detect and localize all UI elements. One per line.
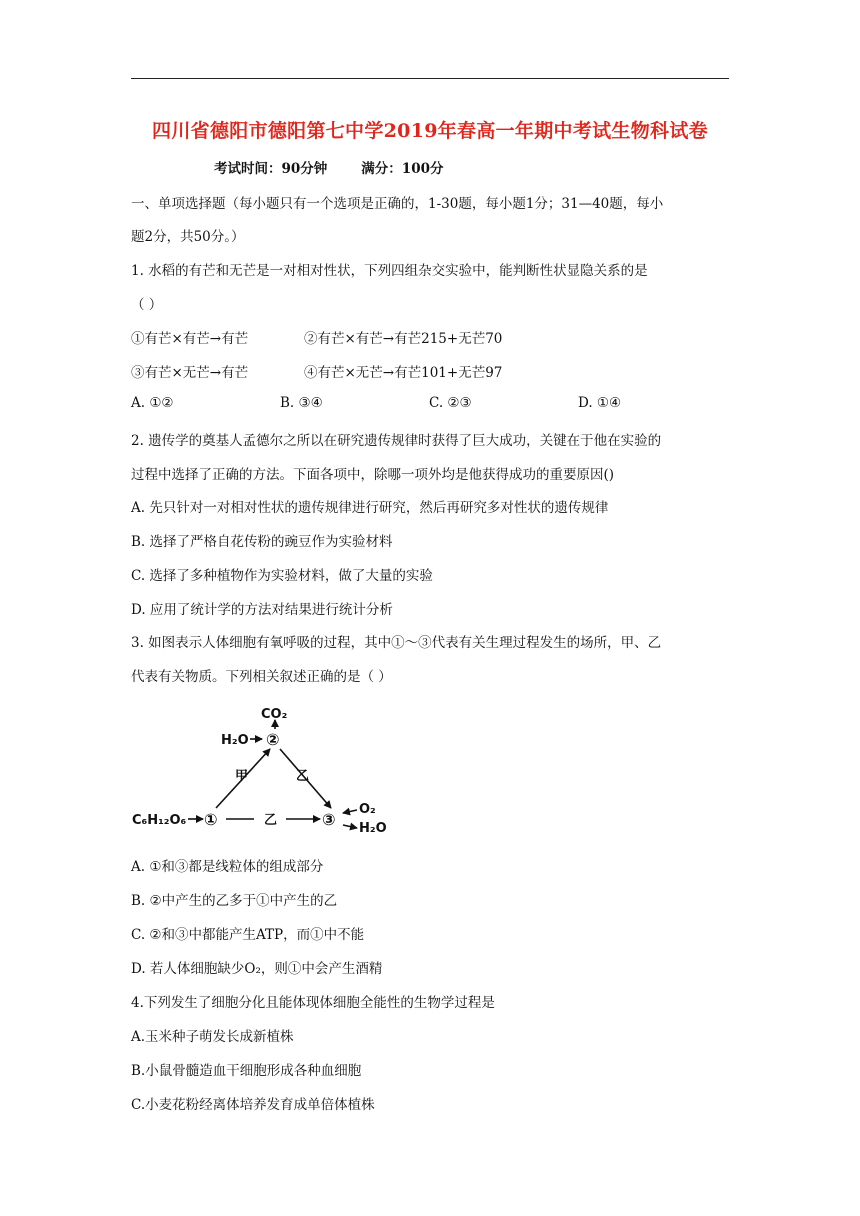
q2-option-c: C. 选择了多种植物作为实验材料，做了大量的实验 [131, 568, 433, 584]
q1-option-c: C. ②③ [429, 395, 472, 411]
q1-cross-row2 [131, 361, 502, 381]
q1-cross3: ③有芒×无芒→有芒 [131, 365, 249, 381]
full-score: 满分：100分 [361, 161, 444, 177]
yi-bottom-label: 乙 [264, 813, 278, 828]
q1-cross-row1 [131, 327, 502, 347]
jia-label: 甲 [235, 769, 249, 784]
section-heading-line2: 题2分，共50分。） [131, 229, 245, 245]
node-2: ② [266, 730, 280, 749]
exam-time: 考试时间：90分钟 [214, 161, 328, 177]
q1-cross4: ④有芒×无芒→有芒101+无芒97 [304, 365, 503, 381]
co2-label: CO₂ [261, 707, 288, 722]
q2-option-b: B. 选择了严格自花传粉的豌豆作为实验材料 [131, 534, 393, 550]
q4-option-c: C.小麦花粉经离体培养发育成单倍体植株 [131, 1097, 375, 1113]
section-heading-line1: 一、单项选择题（每小题只有一个选项是正确的，1-30题，每小题1分；31—40题，每小 [131, 196, 664, 212]
q3-option-d: D. 若人体细胞缺少O₂，则①中会产生酒精 [131, 961, 383, 977]
q3-option-a: A. ①和③都是线粒体的组成部分 [131, 859, 324, 875]
q2-stem-line1: 2. 遗传学的奠基人孟德尔之所以在研究遗传规律时获得了巨大成功，关键在于他在实验的 [131, 433, 662, 449]
q3-stem-line1: 3. 如图表示人体细胞有氧呼吸的过程，其中①～③代表有关生理过程发生的场所，甲、乙 [131, 635, 662, 651]
q3-option-c: C. ②和③中都能产生ATP，而①中不能 [131, 927, 365, 943]
h2o-out-arrow [343, 825, 357, 828]
respiration-diagram [128, 697, 398, 842]
q1-option-b: B. ③④ [280, 395, 323, 411]
exam-meta [214, 157, 443, 177]
q2-option-a: A. 先只针对一对相对性状的遗传规律进行研究，然后再研究多对性状的遗传规律 [131, 500, 609, 516]
q2-stem-line2: 过程中选择了正确的方法。下面各项中，除哪一项外均是他获得成功的重要原因() [131, 467, 615, 483]
q1-cross2: ②有芒×有芒→有芒215+无芒70 [304, 331, 503, 347]
header-rule [131, 78, 729, 79]
q1-stem-line2: （ ） [131, 297, 163, 313]
q4-stem: 4.下列发生了细胞分化且能体现体细胞全能性的生物学过程是 [131, 995, 495, 1011]
q1-option-a: A. ①② [131, 395, 174, 411]
q4-option-a: A.玉米种子萌发长成新植株 [131, 1029, 294, 1045]
exam-title: 四川省德阳市德阳第七中学2019年春高一年期中考试生物科试卷 [152, 120, 708, 142]
q1-option-d: D. ①④ [578, 395, 622, 411]
q1-cross1: ①有芒×有芒→有芒 [131, 331, 249, 347]
q1-options [131, 395, 751, 411]
q1-stem-line1: 1. 水稻的有芒和无芒是一对相对性状，下列四组杂交实验中，能判断性状显隐关系的是 [131, 263, 648, 279]
q2-option-d: D. 应用了统计学的方法对结果进行统计分析 [131, 602, 393, 618]
o2-arrow [343, 810, 357, 813]
h2o-in-label: H₂O [221, 733, 249, 748]
node-1: ① [204, 810, 218, 829]
node-3: ③ [322, 810, 336, 829]
q4-option-b: B.小鼠骨髓造血干细胞形成各种血细胞 [131, 1063, 362, 1079]
q3-option-b: B. ②中产生的乙多于①中产生的乙 [131, 893, 338, 909]
glucose-label: C₆H₁₂O₆ [132, 813, 187, 828]
o2-label: O₂ [359, 802, 376, 817]
q3-stem-line2: 代表有关物质。下列相关叙述正确的是（ ） [131, 669, 392, 685]
h2o-out-label: H₂O [359, 821, 387, 836]
yi-right-label: 乙 [296, 769, 310, 784]
